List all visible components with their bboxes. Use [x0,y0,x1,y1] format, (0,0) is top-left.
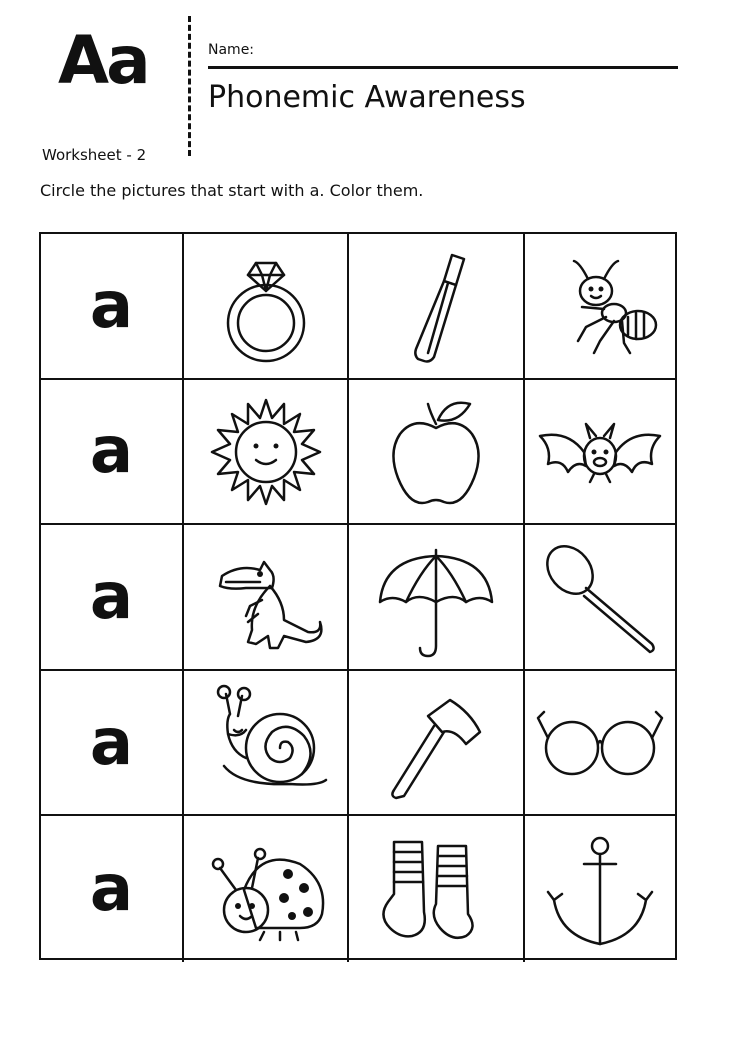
letter-cell [41,525,184,671]
header-divider [188,16,191,156]
letter-cell [41,816,184,962]
picture-cell[interactable] [184,525,349,671]
picture-cell[interactable] [184,671,349,817]
ring-icon [200,245,332,367]
socks-icon [370,828,502,950]
picture-cell[interactable] [525,671,675,817]
name-label: Name: [208,42,255,58]
picture-cell[interactable] [349,525,525,671]
anchor-icon [534,828,666,950]
ladybug-icon [200,828,332,950]
row-letter: a [89,705,134,780]
picture-cell[interactable] [349,234,525,380]
picture-grid [39,232,677,960]
row-letter: a [89,559,134,634]
row-letter: a [89,268,134,343]
picture-cell[interactable] [184,380,349,526]
page-title: Phonemic Awareness [208,80,526,115]
picture-cell[interactable] [525,234,675,380]
letter-cell [41,671,184,817]
axe-icon [370,682,502,804]
picture-cell[interactable] [349,816,525,962]
letter-cell [41,380,184,526]
row-letter: a [89,852,134,927]
alligator-icon [200,536,332,658]
worksheet-label: Worksheet - 2 [42,146,147,164]
glasses-icon [534,682,666,804]
ant-icon [534,245,666,367]
instructions: Circle the pictures that start with a. Color them. [40,181,424,200]
letter-cell [41,234,184,380]
big-letter-heading: Aa [58,22,148,99]
cricket-bat-icon [370,245,502,367]
picture-cell[interactable] [349,380,525,526]
picture-cell[interactable] [525,816,675,962]
picture-cell[interactable] [349,671,525,817]
bat-icon [534,390,666,512]
sun-icon [200,390,332,512]
picture-cell[interactable] [525,525,675,671]
picture-cell[interactable] [184,816,349,962]
picture-cell[interactable] [184,234,349,380]
snail-icon [200,682,332,804]
umbrella-icon [370,536,502,658]
picture-cell[interactable] [525,380,675,526]
spoon-icon [534,536,666,658]
row-letter: a [89,414,134,489]
apple-icon [370,390,502,512]
name-field[interactable] [208,66,678,69]
